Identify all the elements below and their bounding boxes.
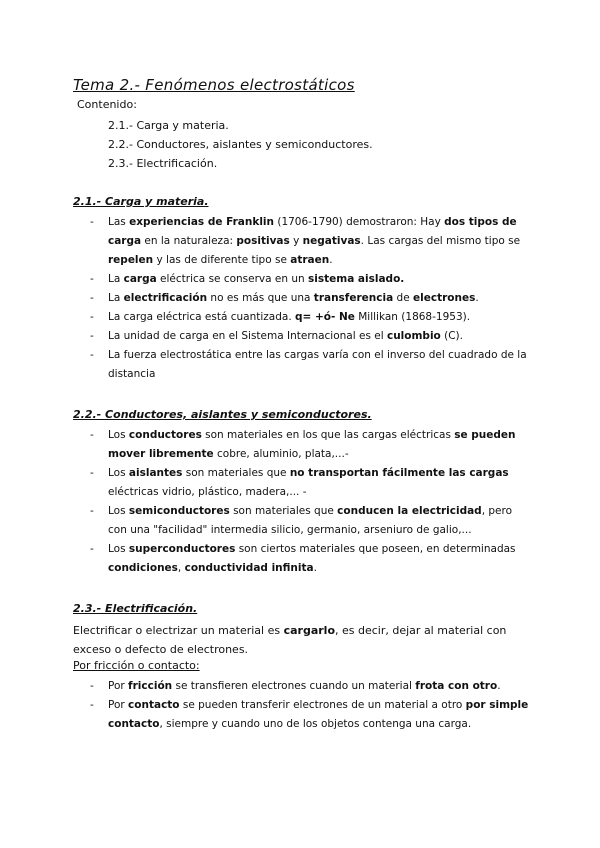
toc-item: 2.3.- Electrificación. — [108, 157, 218, 170]
bold-text: se pueden mover libremente — [108, 429, 516, 460]
list-item — [90, 289, 530, 308]
text: (1706-1790) demostraron: Hay — [274, 216, 445, 228]
text: Las — [108, 216, 130, 228]
paragraph — [73, 621, 533, 659]
text: , es decir, dejar al material con exceso o defecto de electrones. — [73, 624, 507, 656]
list-item — [90, 270, 530, 289]
text: Millikan (1868-1953). — [354, 311, 471, 323]
dash-marker: - — [90, 699, 94, 711]
text: no es más que una — [207, 292, 314, 304]
text: Los — [108, 467, 129, 479]
text: , — [177, 562, 185, 574]
text: . — [313, 562, 317, 574]
list-item — [90, 677, 530, 696]
list-section-2-3 — [90, 677, 530, 734]
bold-text: sistema aislado. — [308, 273, 405, 285]
text: se pueden transferir electrones de un material a otro — [179, 699, 466, 711]
text: cobre, aluminio, plata,...- — [213, 448, 349, 460]
section-heading-2-2: 2.2.- Conductores, aislantes y semiconductores. — [73, 408, 372, 421]
text: eléctrica se conserva en un — [156, 273, 309, 285]
bold-text: cargarlo — [283, 624, 336, 637]
text: son materiales que — [182, 467, 290, 479]
bold-text: carga — [123, 273, 157, 285]
bold-text: experiencias de Franklin — [129, 216, 275, 228]
text: La fuerza electrostática entre las cargas varía con el inverso del cuadrado de la distancia — [108, 349, 527, 380]
dash-marker: - — [90, 292, 94, 304]
contents-label: Contenido: — [77, 98, 137, 111]
bold-text: conductividad infinita — [184, 562, 314, 574]
text: La — [108, 273, 124, 285]
text: , pero con una "facilidad" intermedia silicio, germanio, arseniuro de galio,... — [108, 505, 513, 536]
dash-marker: - — [90, 273, 94, 285]
list-item — [90, 327, 530, 346]
dash-marker: - — [90, 505, 94, 517]
text: (C). — [440, 330, 463, 342]
text: de — [393, 292, 413, 304]
text: . Las cargas del mismo tipo se — [360, 235, 521, 247]
bold-text: conductores — [128, 429, 202, 441]
section-heading-2-3: 2.3.- Electrificación. — [73, 602, 198, 615]
list-item — [90, 502, 530, 540]
dash-marker: - — [90, 467, 94, 479]
bold-text: contacto — [128, 699, 180, 711]
list-item — [90, 346, 530, 384]
dash-marker: - — [90, 543, 94, 555]
toc-item: 2.1.- Carga y materia. — [108, 119, 229, 132]
bold-text: condiciones — [108, 562, 178, 574]
list-item — [90, 464, 530, 502]
text: Los — [108, 505, 129, 517]
list-item — [90, 426, 530, 464]
dash-marker: - — [90, 330, 94, 342]
text: y — [289, 235, 303, 247]
text: Los — [108, 543, 129, 555]
list-section-2-2 — [90, 426, 530, 578]
text: . — [329, 254, 333, 266]
bold-text: electrificación — [123, 292, 208, 304]
text: se transfieren electrones cuando un material — [172, 680, 416, 692]
text: y las de diferente tipo se — [153, 254, 291, 266]
text: La carga eléctrica está cuantizada. — [108, 311, 295, 323]
bold-text: positivas — [236, 235, 290, 247]
subheading: Por fricción o contacto: — [73, 659, 200, 672]
list-item — [90, 308, 530, 327]
text: La unidad de carga en el Sistema Internacional es el — [108, 330, 387, 342]
dash-marker: - — [90, 429, 94, 441]
bold-text: negativas — [302, 235, 361, 247]
bold-text: repelen — [108, 254, 154, 266]
bold-text: frota con otro — [415, 680, 498, 692]
text: Electrificar o electrizar un material es — [73, 624, 284, 637]
list-section-2-1 — [90, 213, 530, 384]
bold-text: fricción — [128, 680, 173, 692]
text: en la naturaleza: — [141, 235, 237, 247]
text: Por — [108, 699, 129, 711]
bold-text: semiconductores — [128, 505, 230, 517]
list-item — [90, 540, 530, 578]
page-title: Tema 2.- Fenómenos electrostáticos — [73, 76, 355, 94]
text: La — [108, 292, 124, 304]
bold-text: electrones — [413, 292, 476, 304]
bold-text: culombio — [386, 330, 441, 342]
text: son materiales en los que las cargas eléctricas — [201, 429, 455, 441]
text: . — [497, 680, 501, 692]
bold-text: superconductores — [128, 543, 236, 555]
bold-text: q= +ó- Ne — [295, 311, 355, 323]
dash-marker: - — [90, 311, 94, 323]
dash-marker: - — [90, 216, 94, 228]
bold-text: no transportan fácilmente las cargas — [289, 467, 509, 479]
text: eléctricas vidrio, plástico, madera,... - — [108, 486, 307, 498]
bold-text: atraen — [290, 254, 330, 266]
bold-text: conducen la electricidad — [337, 505, 482, 517]
section-heading-2-1: 2.1.- Carga y materia. — [73, 195, 209, 208]
bold-text: transferencia — [313, 292, 394, 304]
bold-text: por simple contacto — [108, 699, 529, 730]
text: Por — [108, 680, 129, 692]
dash-marker: - — [90, 349, 94, 361]
text: . — [475, 292, 479, 304]
list-item — [90, 213, 530, 270]
dash-marker: - — [90, 680, 94, 692]
bold-text: dos tipos de carga — [108, 216, 517, 247]
toc-item: 2.2.- Conductores, aislantes y semiconductores. — [108, 138, 373, 151]
bold-text: aislantes — [128, 467, 183, 479]
list-item — [90, 696, 530, 734]
text: son ciertos materiales que poseen, en determinadas — [235, 543, 516, 555]
text: Los — [108, 429, 129, 441]
text: , siempre y cuando uno de los objetos contenga una carga. — [159, 718, 472, 730]
text: son materiales que — [229, 505, 338, 517]
